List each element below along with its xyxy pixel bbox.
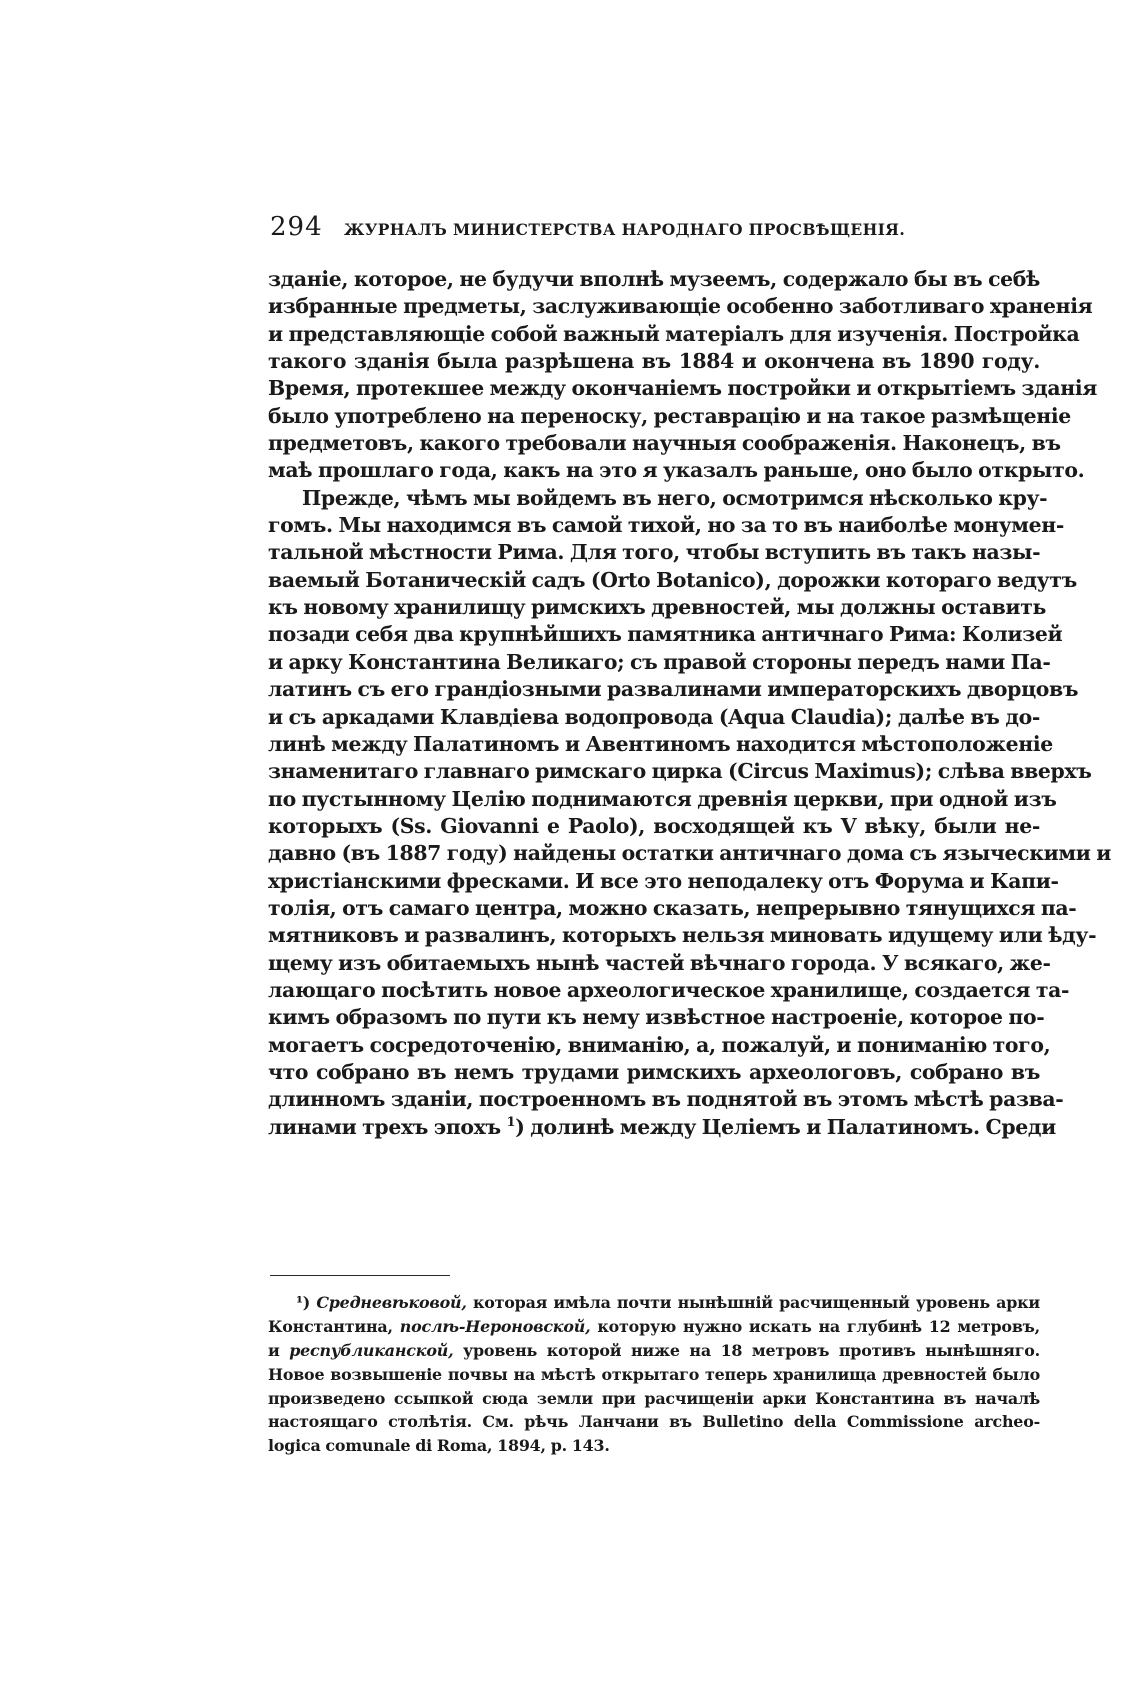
footnote-line: настоящаго столѣтія. См. рѣчь Ланчани въ Bulletino della Commissione archeo- <box>268 1412 1040 1432</box>
footnote-italic: послѣ-Нероновской, <box>399 1316 591 1336</box>
footnote <box>268 1291 1040 1458</box>
footnote-segment: уровень которой ниже на 18 метровъ противъ нынѣшняго. <box>463 1340 1040 1360</box>
page-header <box>270 212 1040 246</box>
text-segment: линами трехъ эпохъ <box>268 1114 501 1139</box>
text-line: такого зданія была разрѣшена въ 1884 и окончена въ 1890 году. <box>268 349 1040 374</box>
footnote-divider <box>270 1275 450 1276</box>
paragraph-start-line: Прежде, чѣмъ мы войдемъ въ него, осмотримся нѣсколько кру- <box>302 485 1048 510</box>
text-line: маѣ прошлаго года, какъ на это я указалъ раньше, оно было открыто. <box>268 458 1085 483</box>
text-line: что собрано въ немъ трудами римскихъ археологовъ, собрано въ <box>268 1059 1040 1084</box>
footnote-line: logica comunale di Roma, 1894, p. 143. <box>268 1436 610 1456</box>
footnote-line <box>268 1339 1040 1363</box>
text-line: кимъ образомъ по пути къ нему извѣстное настроеніе, которое по- <box>268 1005 1045 1030</box>
text-line: и представляющіе собой важный матеріалъ для изученія. Постройка <box>268 321 1080 346</box>
text-line: тальной мѣстности Рима. Для того, чтобы вступить въ такъ назы- <box>268 540 1041 565</box>
footnote-segment: Константина, <box>268 1316 393 1336</box>
text-line: по пустынному Целію поднимаются древнія церкви, при одной изъ <box>268 786 1057 811</box>
text-line: знаменитаго главнаго римскаго цирка (Circus Maximus); слѣва вверхъ <box>268 759 1092 784</box>
text-line: гомъ. Мы находимся въ самой тихой, но за то въ наиболѣе монумен- <box>268 513 1064 538</box>
running-title: ЖУРНАЛЪ МИНИСТЕРСТВА НАРОДНАГО ПРОСВѢЩЕНІЯ. <box>344 220 906 239</box>
text-line: могаетъ сосредоточенію, вниманію, а, пожалуй, и пониманію того, <box>268 1032 1051 1057</box>
text-line: избранные предметы, заслуживающіе особенно заботливаго храненія <box>268 294 1093 319</box>
footnote-segment: и <box>268 1340 280 1360</box>
text-line: давно (въ 1887 году) найдены остатки античнаго дома съ языческими и <box>268 841 1112 866</box>
text-line: линѣ между Палатиномъ и Авентиномъ находится мѣстоположеніе <box>268 731 1053 756</box>
text-line: Время, протекшее между окончаніемъ постройки и открытіемъ зданія <box>268 376 1097 401</box>
text-segment: ) долинѣ между Целіемъ и Палатиномъ. Среди <box>515 1114 1056 1139</box>
text-line: позади себя два крупнѣйшихъ памятника античнаго Рима: Колизей <box>268 622 1063 647</box>
footnote-segment: которую нужно искать на глубинѣ 12 метровъ, <box>597 1316 1040 1336</box>
footnote-italic: республиканской, <box>289 1340 454 1360</box>
footnote-line: Новое возвышеніе почвы на мѣстѣ открытаго теперь хранилища древностей было <box>268 1364 1040 1384</box>
text-line: къ новому хранилищу римскихъ древностей, мы должны оставить <box>268 595 1046 620</box>
text-line: христіанскими фресками. И все это неподалеку отъ Форума и Капи- <box>268 868 1059 893</box>
footnote-segment: которая имѣла почти нынѣшній расчищенный уровень арки <box>472 1293 1040 1312</box>
text-line: толія, отъ самаго центра, можно сказать, непрерывно тянущихся па- <box>268 895 1077 920</box>
text-line: зданіе, которое, не будучи вполнѣ музеемъ, содержало бы въ себѣ <box>268 267 1040 291</box>
footnote-ref[interactable]: 1 <box>506 1114 516 1130</box>
text-line-with-footnote-ref <box>268 1114 1056 1141</box>
text-line: длинномъ зданіи, построенномъ въ поднятой въ этомъ мѣстѣ разва- <box>268 1087 1064 1112</box>
text-line: предметовъ, какого требовали научныя соображенія. Наконецъ, въ <box>268 431 1061 456</box>
footnote-line: произведено ссыпкой сюда земли при расчищеніи арки Константина въ началѣ <box>268 1388 1040 1408</box>
footnote-line <box>268 1315 1040 1339</box>
text-line: и съ аркадами Клавдіева водопровода (Aqua Claudia); далѣе въ до- <box>268 704 1040 729</box>
text-line: латинъ съ его грандіозными развалинами императорскихъ дворцовъ <box>268 677 1079 702</box>
text-line: которыхъ (Ss. Giovanni e Paolo), восходящей къ V вѣку, были не- <box>268 813 1040 838</box>
text-line: лающаго посѣтить новое археологическое хранилище, создается та- <box>268 977 1070 1002</box>
footnote-italic: Средневѣковой, <box>316 1293 467 1312</box>
page-number: 294 <box>270 212 323 242</box>
main-text <box>268 266 1112 1141</box>
footnote-line <box>268 1291 1040 1315</box>
text-line: щему изъ обитаемыхъ нынѣ частей вѣчнаго города. У всякаго, же- <box>268 950 1051 975</box>
text-line: было употреблено на переноску, реставрацію и на такое размѣщеніе <box>268 403 1071 428</box>
text-line: и арку Константина Великаго; съ правой стороны передъ нами Па- <box>268 649 1051 674</box>
text-line: мятниковъ и развалинъ, которыхъ нельзя миновать идущему или ѣду- <box>268 923 1097 948</box>
footnote-marker: ¹) <box>296 1293 311 1312</box>
text-line: ваемый Ботаническій садъ (Orto Botanico), дорожки котораго ведутъ <box>268 567 1077 592</box>
